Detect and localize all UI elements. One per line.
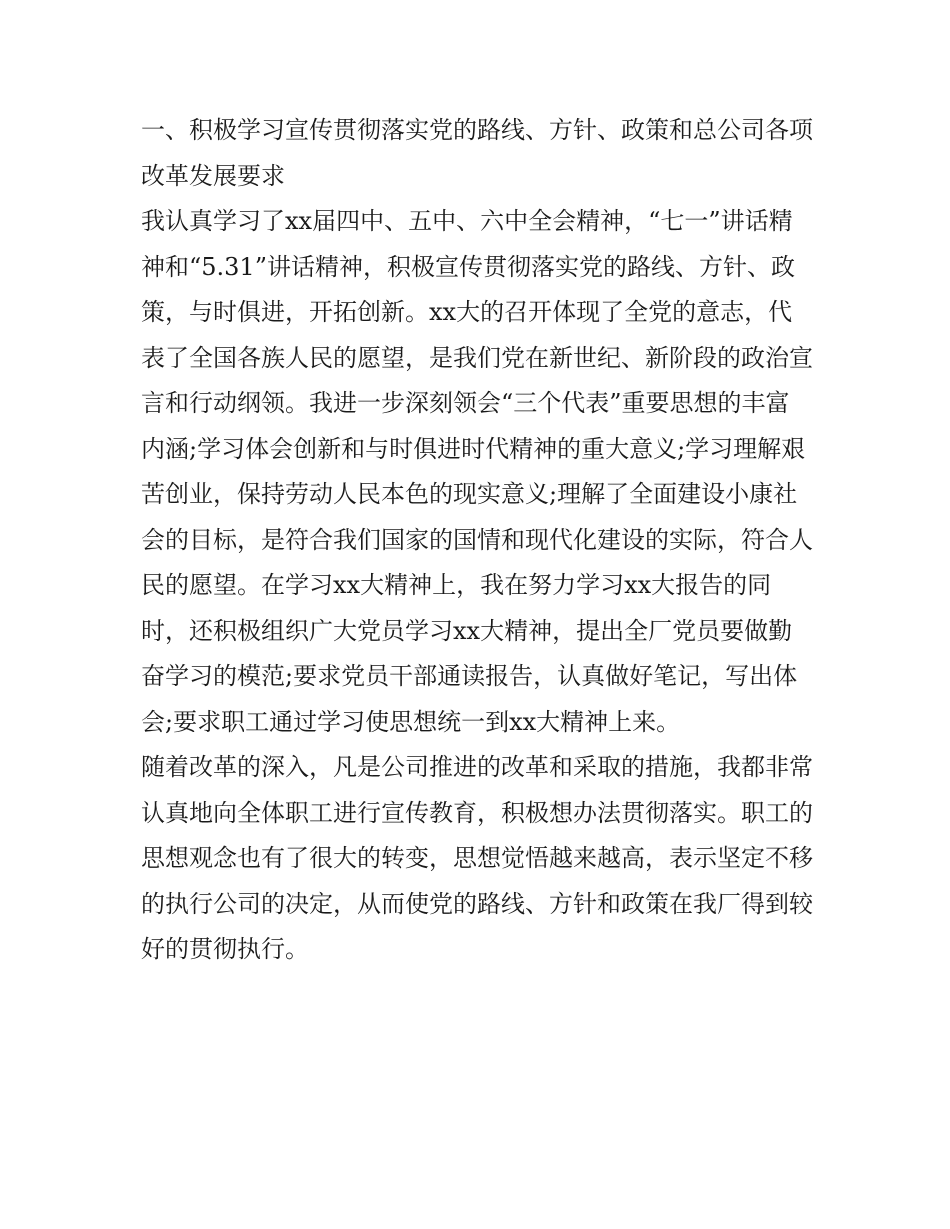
section-heading: 一、积极学习宣传贯彻落实党的路线、方针、政策和总公司各项改革发展要求 (141, 116, 813, 190)
document-body (141, 108, 813, 973)
body-paragraph-2: 随着改革的深入，凡是公司推进的改革和采取的措施，我都非常认真地向全体职工进行宣传教育，积极想办法贯彻落实。职工的思想观念也有了很大的转变，思想觉悟越来越高，表示坚定不移的执行公司的决定，从而使党的路线、方针和政策在我厂得到较好的贯彻执行。 (141, 753, 813, 963)
body-paragraph-1: 我认真学习了xx届四中、五中、六中全会精神，“七一”讲话精神和“5.31”讲话精神，积极宣传贯彻落实党的路线、方针、政策，与时俱进，开拓创新。xx大的召开体现了全党的意志，代表了全国各族人民的愿望，是我们党在新世纪、新阶段的政治宣言和行动纲领。我进一步深刻领会“三个代表”重要思想的丰富内涵;学习体会创新和与时俱进时代精神的重大意义;学习理解艰苦创业，保持劳动人民本色的现实意义;理解了全面建设小康社会的目标，是符合我们国家的国情和现代化建设的实际，符合人民的愿望。在学习xx大精神上，我在努力学习xx大报告的同时，还积极组织广大党员学习xx大精神，提出全厂党员要做勤奋学习的模范;要求党员干部通读报告，认真做好笔记，写出体会;要求职工通过学习使思想统一到xx大精神上来。 (141, 207, 813, 736)
